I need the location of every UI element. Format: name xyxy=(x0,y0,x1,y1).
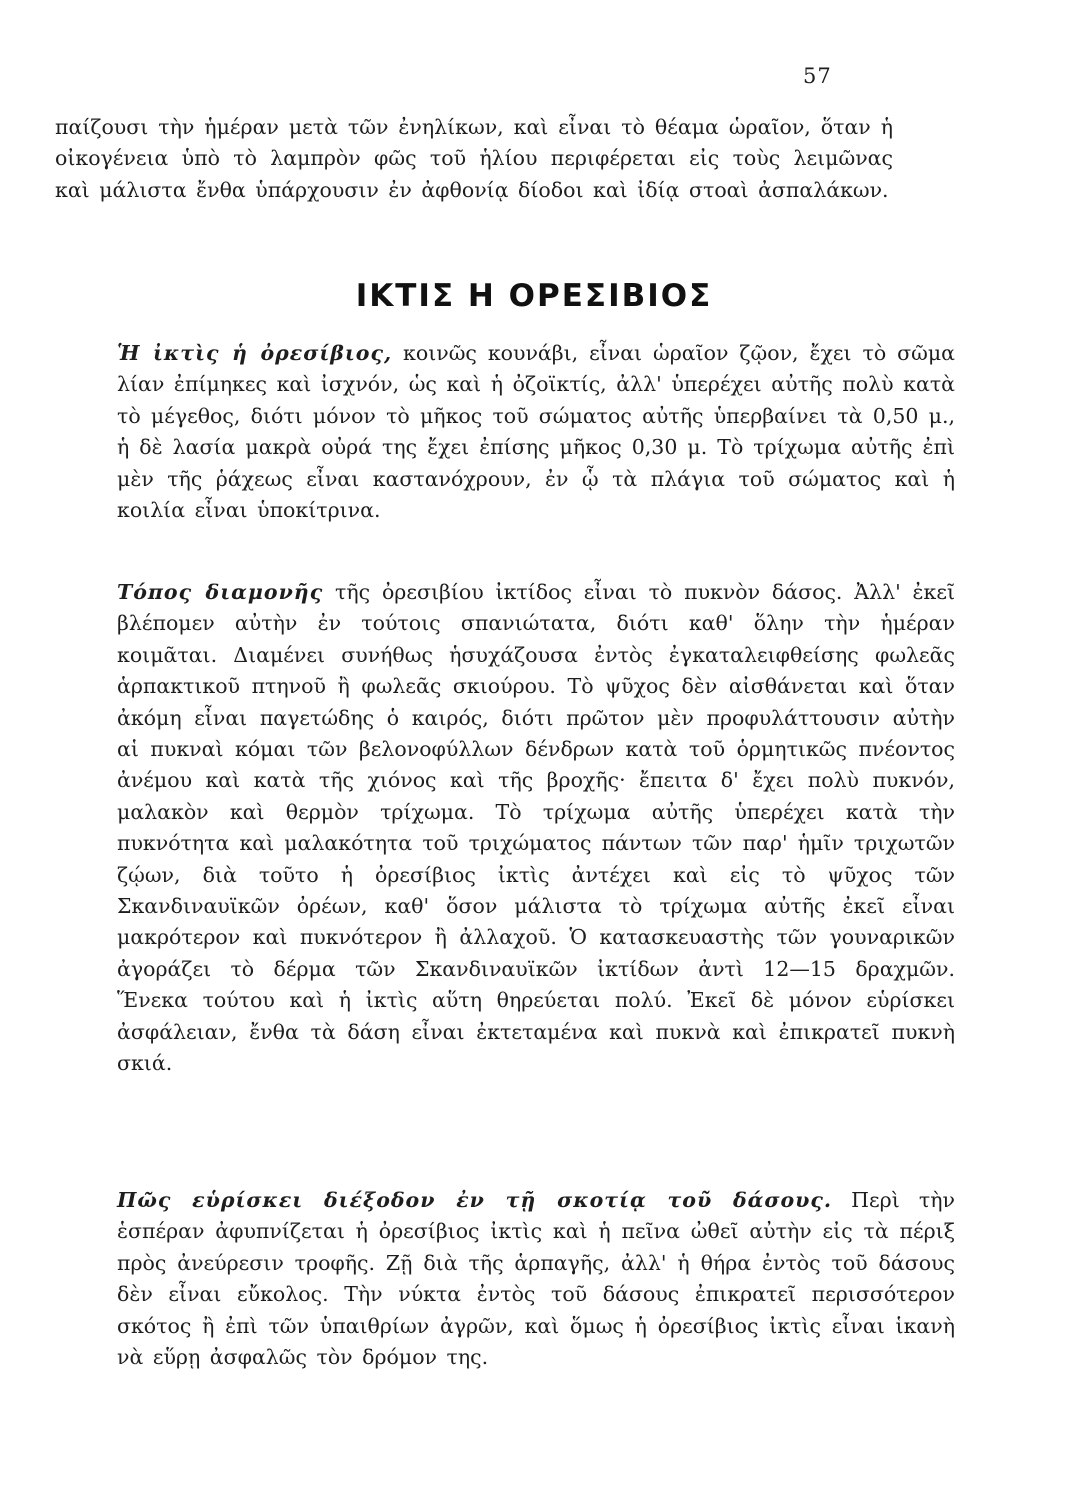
paragraph-lead: Ἡ ἰκτὶς ἡ ὀρεσίβιος, xyxy=(117,341,393,365)
paragraph-habitat xyxy=(55,577,955,1080)
paragraph-lead: Πῶς εὑρίσκει διέξοδον ἐν τῇ σκοτίᾳ τοῦ δάσους. xyxy=(117,1188,833,1212)
paragraph-text: Περὶ τὴν ἑσπέραν ἀφυπνίζεται ἡ ὀρεσίβιος ἰκτὶς καὶ ἡ πεῖνα ὠθεῖ αὐτὴν εἰς τὰ πέριξ πρὸς ἀνεύρεσιν τροφῆς. Ζῇ διὰ τῆς ἁρπαγῆς, ἀλλ' ἡ θήρα ἐντὸς τοῦ δάσους δὲν εἶναι εὔκολος. Τὴν νύκτα ἐντὸς τοῦ δάσους ἐπικρατεῖ περισσότερον σκότος ἢ ἐπὶ τῶν ὑπαιθρίων ἀγρῶν, καὶ ὅμως ἡ ὀρεσίβιος ἰκτὶς εἶναι ἱκανὴ νὰ εὕρῃ ἀσφαλῶς τὸν δρόμον της. xyxy=(117,1188,955,1370)
intro-paragraph: παίζουσι τὴν ἡμέραν μετὰ τῶν ἐνηλίκων, καὶ εἶναι τὸ θέαμα ὡραῖον, ὅταν ἡ οἰκογένεια ὑπὸ τὸ λαμπρὸν φῶς τοῦ ἡλίου περιφέρεται εἰς τοὺς λειμῶνας καὶ μάλιστα ἔνθα ὑπάρχουσιν ἐν ἀφθονίᾳ δίοδοι καὶ ἰδίᾳ στοαὶ ἀσπαλάκων. xyxy=(55,115,893,202)
paragraph-text: τῆς ὀρεσιβίου ἰκτίδος εἶναι τὸ πυκνὸν δάσος. Ἀλλ' ἐκεῖ βλέπομεν αὐτὴν ἐν τούτοις σπανιώτατα, διότι καθ' ὅλην τὴν ἡμέραν κοιμᾶται. Διαμένει συνήθως ἡσυχάζουσα ἐντὸς ἐγκαταλειφθείσης φωλεᾶς ἁρπακτικοῦ πτηνοῦ ἢ φωλεᾶς σκιούρου. Τὸ ψῦχος δὲν αἰσθάνεται καὶ ὅταν ἀκόμη εἶναι παγετώδης ὁ καιρός, διότι πρῶτον μὲν προφυλάττουσιν αὐτὴν αἱ πυκναὶ κόμαι τῶν βελονοφύλλων δένδρων κατὰ τοῦ ὁρμητικῶς πνέοντος ἀνέμου καὶ κατὰ τῆς χιόνος καὶ τῆς βροχῆς· ἔπειτα δ' ἔχει πολὺ πυκνόν, μαλακὸν καὶ θερμὸν τρίχωμα. Τὸ τρίχωμα αὐτῆς ὑπερέχει κατὰ τὴν πυκνότητα καὶ μαλακότητα τοῦ τριχώματος πάντων τῶν παρ' ἡμῖν τριχωτῶν ζῴων, διὰ τοῦτο ἡ ὀρεσίβιος ἰκτὶς ἀντέχει καὶ εἰς τὸ ψῦχος τῶν Σκανδιναυϊκῶν ὀρέων, καθ' ὅσον μάλιστα τὸ τρίχωμα αὐτῆς ἐκεῖ εἶναι μακρότερον καὶ πυκνότερον ἢ ἀλλαχοῦ. Ὁ κατασκευαστὴς τῶν γουναρικῶν ἀγοράζει τὸ δέρμα τῶν Σκανδιναυϊκῶν ἰκτίδων ἀντὶ 12—15 δραχμῶν. Ἕνεκα τούτου καὶ ἡ ἰκτὶς αὕτη θηρεύεται πολύ. Ἐκεῖ δὲ μόνον εὑρίσκει ἀσφάλειαν, ἔνθα τὰ δάση εἶναι ἐκτεταμένα καὶ πυκνὰ καὶ ἐπικρατεῖ πυκνὴ σκιά. xyxy=(117,580,956,1076)
paragraph-lead: Τόπος διαμονῆς xyxy=(117,580,324,604)
paragraph-navigation xyxy=(55,1185,955,1373)
paragraph-text: κοινῶς κουνάβι, εἶναι ὡραῖον ζῷον, ἔχει τὸ σῶμα λίαν ἐπίμηκες καὶ ἰσχνόν, ὡς καὶ ἡ ὀζοϊκτίς, ἀλλ' ὑπερέχει αὐτῆς πολὺ κατὰ τὸ μέγεθος, διότι μόνον τὸ μῆκος τοῦ σώματος αὐτῆς ὑπερβαίνει τὰ 0,50 μ., ἡ δὲ λασία μακρὰ οὐρά της ἔχει ἐπίσης μῆκος 0,30 μ. Τὸ τρίχωμα αὐτῆς ἐπὶ μὲν τῆς ῥάχεως εἶναι καστανόχρουν, ἐν ᾧ τὰ πλάγια τοῦ σώματος καὶ ἡ κοιλία εἶναι ὑποκίτρινα. xyxy=(117,341,955,523)
page-number: 57 xyxy=(803,64,832,88)
paragraph-description xyxy=(55,338,955,526)
section-heading: ΙΚΤΙΣ Η ΟΡΕΣΙΒΙΟΣ xyxy=(355,278,713,314)
